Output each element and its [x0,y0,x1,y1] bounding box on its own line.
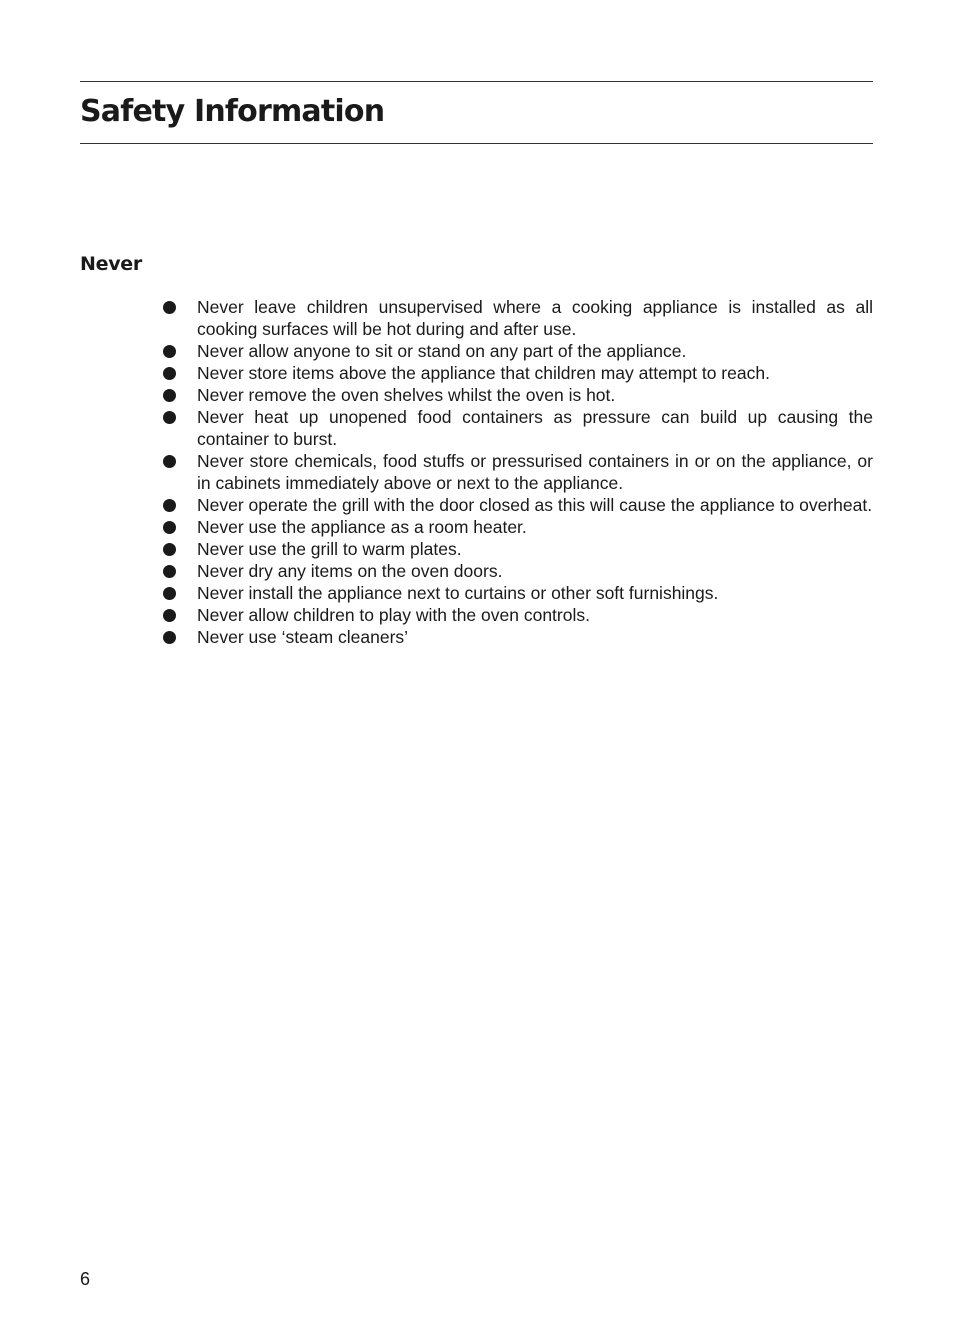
list-item-text: Never heat up unopened food containers as pressure can build up causing the container to burst. [197,407,873,449]
list-item-text: Never use ‘steam cleaners’ [197,627,409,647]
list-item [163,340,873,362]
page-title: Safety Information [80,94,385,129]
bullet-icon [163,389,176,402]
bullet-icon [163,631,176,644]
list-item-text: Never store items above the appliance that children may attempt to reach. [197,363,770,383]
list-item [163,362,873,384]
list-item-text: Never allow anyone to sit or stand on any part of the appliance. [197,341,687,361]
header-rule-bottom [80,143,873,144]
bullet-icon [163,367,176,380]
list-item-text: Never install the appliance next to curtains or other soft furnishings. [197,583,719,603]
list-item [163,406,873,450]
list-item-text: Never leave children unsupervised where a cooking appliance is installed as all cooking surfaces will be hot during and after use. [197,297,873,339]
list-item-text: Never store chemicals, food stuffs or pressurised containers in or on the appliance, or in cabinets immediately above or next to the appliance. [197,451,873,493]
list-item-text: Never use the appliance as a room heater. [197,517,527,537]
never-list [163,296,873,648]
list-item [163,516,873,538]
list-item [163,296,873,340]
list-item [163,560,873,582]
list-item [163,582,873,604]
bullet-icon [163,455,176,468]
list-item-text: Never remove the oven shelves whilst the oven is hot. [197,385,616,405]
list-item-text: Never use the grill to warm plates. [197,539,462,559]
bullet-icon [163,565,176,578]
list-item-text: Never dry any items on the oven doors. [197,561,503,581]
page-number: 6 [80,1269,91,1289]
bullet-icon [163,301,176,314]
section-heading-never: Never [80,253,142,275]
list-item [163,538,873,560]
bullet-icon [163,609,176,622]
list-item [163,604,873,626]
bullet-icon [163,521,176,534]
list-item [163,450,873,494]
list-item [163,494,873,516]
header-rule-top [80,81,873,82]
list-item [163,626,873,648]
bullet-icon [163,543,176,556]
list-item-text: Never allow children to play with the oven controls. [197,605,590,625]
bullet-icon [163,587,176,600]
list-item-text: Never operate the grill with the door closed as this will cause the appliance to overheat. [197,495,873,515]
bullet-icon [163,411,176,424]
bullet-icon [163,345,176,358]
bullet-icon [163,499,176,512]
list-item [163,384,873,406]
